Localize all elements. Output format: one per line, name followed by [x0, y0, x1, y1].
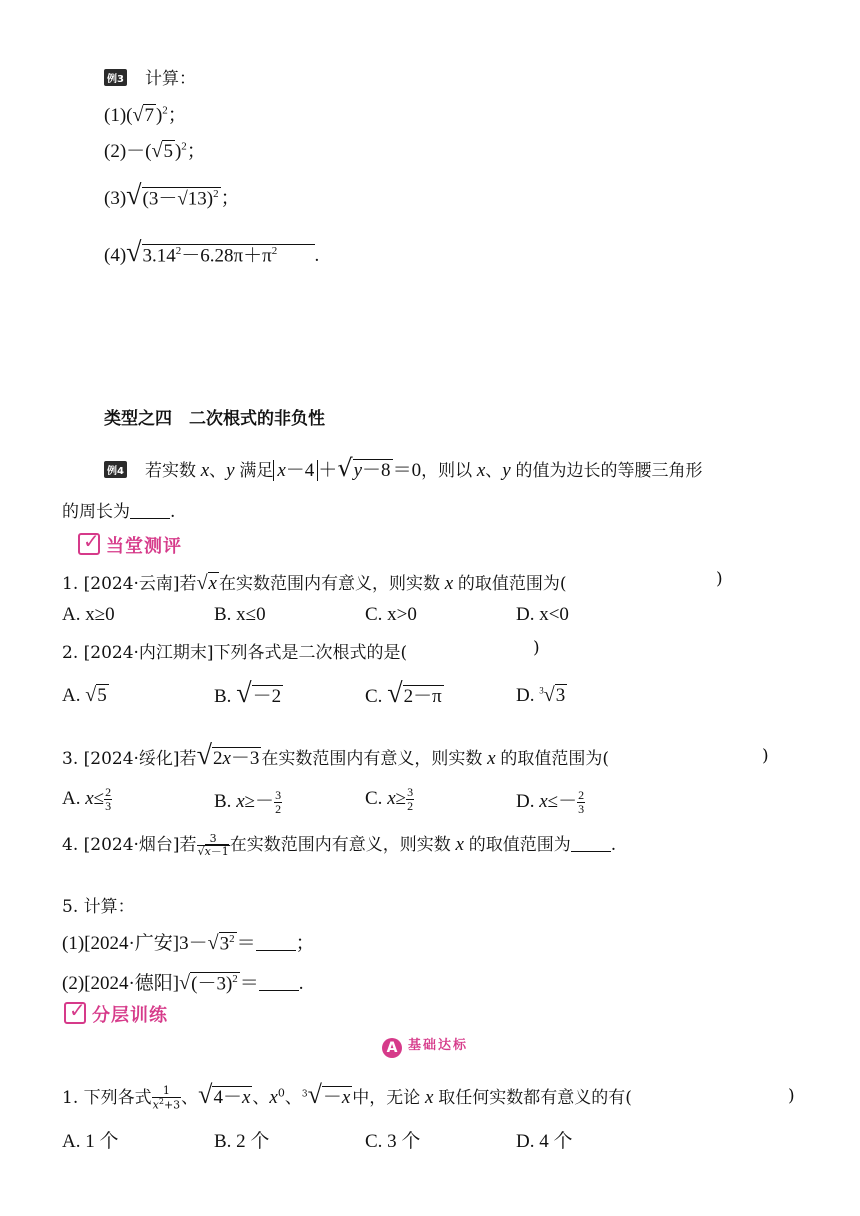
- example-3-heading: [104, 64, 196, 89]
- option-label: C.: [365, 788, 383, 810]
- q2-option-c[interactable]: C. √2－π: [365, 678, 442, 709]
- t1-option-c[interactable]: C. 3 个: [365, 1131, 421, 1152]
- t1-paren-close: ): [788, 1086, 795, 1106]
- ex3-item-2: (2)－(√5 )$^2$；: [104, 140, 206, 162]
- option-label: A.: [62, 685, 81, 706]
- sub-header: [382, 1034, 468, 1058]
- example-4: 例4 若实数 x、y 满足 x－4 ＋√y－8 ＝0，则以 x、y 的值为边长的等腰三角形: [104, 454, 702, 482]
- answer-blank[interactable]: [259, 989, 299, 991]
- level-a-icon: A: [382, 1038, 402, 1058]
- item-label: (2)－: [104, 141, 146, 162]
- q1-paren-close: ): [716, 569, 723, 589]
- text: (1)[2024·广安]3－: [62, 933, 208, 954]
- ex3-item-4: $(4)√3.14^2-6.28\pi+\pi^2$ .: [104, 237, 320, 268]
- item-label: (3): [104, 188, 127, 209]
- text: 的周长为: [62, 502, 130, 522]
- text: 在实数范围内有意义，则实数: [229, 835, 451, 855]
- quiz-header: [78, 529, 182, 558]
- text: 取任何实数都有意义的有(: [438, 1088, 632, 1108]
- q3-paren-close: ): [762, 746, 769, 766]
- text: 的值为边长的等腰三角形: [515, 461, 703, 481]
- item-label: (1): [104, 105, 127, 126]
- q3-option-b[interactable]: B. x≥－ $\frac{3}{2}$: [214, 787, 282, 817]
- q1-option-a[interactable]: A. x≥0: [62, 604, 115, 625]
- option-label: B.: [214, 686, 232, 707]
- question-2: 2. [2024·内江期末]下列各式是二次根式的是(: [62, 643, 408, 663]
- q2-paren-close: ): [533, 638, 540, 658]
- text: 满足: [239, 461, 274, 481]
- q2-option-b[interactable]: B. √－2: [214, 678, 282, 709]
- text: 、: [181, 1088, 199, 1108]
- ex3-item-3: $(3)√(3-√13)^2$ ；: [104, 180, 240, 211]
- question-1: 1. [2024·云南]若√x 在实数范围内有意义，则实数 x 的取值范围为(: [62, 572, 567, 594]
- text: 1. [2024·云南]若: [62, 574, 197, 594]
- q1-option-c[interactable]: C. x>0: [365, 604, 417, 625]
- example-4-cont: [62, 497, 175, 522]
- option-label: A.: [62, 788, 81, 810]
- text: .: [298, 973, 304, 994]
- answer-blank[interactable]: [256, 949, 296, 951]
- text: 在实数范围内有意义，则实数: [218, 574, 440, 594]
- q1-option-b[interactable]: B. x≤0: [214, 604, 266, 625]
- q2-option-a[interactable]: A. √5: [62, 684, 107, 706]
- text: 在实数范围内有意义，则实数: [261, 749, 483, 769]
- q5-part-1: (1)[2024·广安]$3-√3^2$ ＝ ；: [62, 932, 315, 954]
- option-label: D.: [516, 791, 535, 812]
- text: .: [170, 502, 176, 522]
- sub-header-label: 基础达标: [408, 1038, 469, 1053]
- t1-option-b[interactable]: B. 2 个: [214, 1131, 270, 1152]
- section-title: 类型之四 二次根式的非负性: [104, 409, 325, 429]
- text: (2)[2024·德阳]: [62, 973, 180, 994]
- ex3-item-1: (1)(√7 )$^2$；: [104, 104, 187, 126]
- text: 、: [252, 1088, 270, 1108]
- text: 的取值范围为(: [500, 749, 609, 769]
- text: 的取值范围为: [468, 835, 571, 855]
- answer-blank[interactable]: [571, 850, 611, 852]
- item-label: (4): [104, 245, 127, 266]
- q1-option-d[interactable]: D. x<0: [516, 604, 569, 625]
- option-label: B.: [214, 791, 232, 812]
- text: ，则以: [421, 461, 473, 481]
- example-badge: 例3: [104, 69, 127, 86]
- example-badge: 例4: [104, 461, 127, 478]
- text: 1. 下列各式: [62, 1088, 152, 1108]
- text: 的取值范围为(: [457, 574, 567, 594]
- check-icon: ✓: [64, 1002, 86, 1024]
- training-header: [64, 998, 168, 1027]
- training-header-label: 分层训练: [92, 1005, 168, 1026]
- option-label: D.: [516, 685, 535, 706]
- t1-option-a[interactable]: A. 1 个: [62, 1131, 119, 1152]
- training-question-1: 1. 下列各式 $\frac{1}{x^2+3}$ 、√4－x 、$x^0$、$^3$√－x 中，无论 x 取任何实数都有意义的有(: [62, 1080, 632, 1112]
- q3-option-c[interactable]: C. x≥ $\frac{3}{2}$: [365, 785, 414, 814]
- question-3: 3. [2024·绥化]若√2x－3 在实数范围内有意义，则实数 x 的取值范围为(: [62, 740, 609, 771]
- answer-blank[interactable]: [130, 517, 170, 519]
- text: 4. [2024·烟台]若: [62, 835, 197, 855]
- text: 中，无论: [352, 1088, 421, 1108]
- question-5: 5. 计算：: [62, 897, 135, 917]
- q3-option-a[interactable]: A. x≤ $\frac{2}{3}$: [62, 785, 112, 814]
- question-4: 4. [2024·烟台]若 $\frac{3}{√x-1}$ 在实数范围内有意义，则实数 x 的取值范围为 .: [62, 831, 617, 858]
- check-icon: ✓: [78, 533, 100, 555]
- t1-option-d[interactable]: D. 4 个: [516, 1131, 573, 1152]
- q2-option-d[interactable]: D. $^3$√3: [516, 684, 566, 706]
- text: ；: [295, 933, 315, 954]
- text: 3. [2024·绥化]若: [62, 749, 197, 769]
- text: .: [610, 835, 617, 855]
- text: 若实数: [144, 461, 196, 481]
- option-label: C.: [365, 686, 383, 707]
- q3-option-d[interactable]: D. x≤－ $\frac{2}{3}$: [516, 787, 585, 817]
- quiz-header-label: 当堂测评: [106, 536, 182, 557]
- example-title: 计算：: [144, 69, 196, 89]
- q5-part-2: (2)[2024·德阳]$√(-3)^2$ ＝ .: [62, 972, 304, 994]
